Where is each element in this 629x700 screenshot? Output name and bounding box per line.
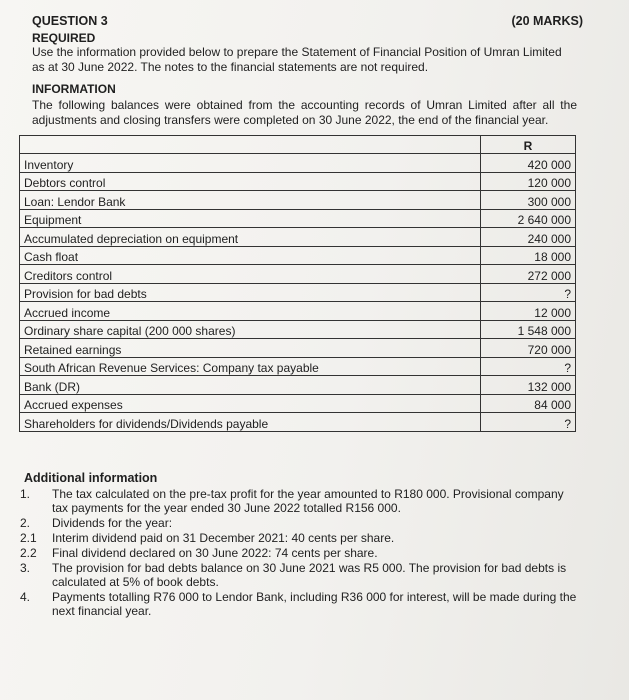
required-heading: REQUIRED bbox=[32, 31, 96, 45]
list-item bbox=[20, 531, 580, 545]
note-text: The provision for bad debts balance on 30 June 2021 was R5 000. The provision for bad debts is calculated at 5% of book debts. bbox=[52, 561, 567, 589]
account-label: Creditors control bbox=[20, 265, 481, 284]
account-label: Retained earnings bbox=[20, 339, 481, 358]
header-label-cell bbox=[20, 136, 481, 154]
list-item bbox=[20, 561, 580, 589]
list-item bbox=[20, 546, 580, 560]
note-text: Interim dividend paid on 31 December 2021: 40 cents per share. bbox=[52, 531, 395, 545]
account-amount: 272 000 bbox=[481, 265, 576, 284]
account-label: Cash float bbox=[20, 246, 481, 265]
table-row bbox=[20, 376, 576, 395]
note-number: 3. bbox=[20, 561, 31, 575]
account-amount: 2 640 000 bbox=[481, 209, 576, 228]
table-row bbox=[20, 228, 576, 247]
note-text: Final dividend declared on 30 June 2022: 74 cents per share. bbox=[52, 546, 378, 560]
account-label: Inventory bbox=[20, 154, 481, 173]
list-item bbox=[20, 487, 580, 515]
note-number: 4. bbox=[20, 590, 31, 604]
account-amount: 1 548 000 bbox=[481, 320, 576, 339]
account-amount: ? bbox=[481, 413, 576, 432]
account-amount: 420 000 bbox=[481, 154, 576, 173]
account-amount: 84 000 bbox=[481, 394, 576, 413]
balances-header-row bbox=[20, 136, 576, 154]
information-heading: INFORMATION bbox=[32, 82, 116, 96]
account-label: Accrued income bbox=[20, 302, 481, 321]
required-text: Use the information provided below to prepare the Statement of Financial Position of Umran Limited as at 30 June 2022. The notes to the financial statements are not required. bbox=[32, 45, 562, 74]
table-row bbox=[20, 191, 576, 210]
account-label: Bank (DR) bbox=[20, 376, 481, 395]
table-row bbox=[20, 172, 576, 191]
account-label: South African Revenue Services: Company tax payable bbox=[20, 357, 481, 376]
table-row bbox=[20, 283, 576, 302]
account-label: Accrued expenses bbox=[20, 394, 481, 413]
account-label: Loan: Lendor Bank bbox=[20, 191, 481, 210]
table-row bbox=[20, 394, 576, 413]
account-amount: 720 000 bbox=[481, 339, 576, 358]
list-item bbox=[20, 516, 580, 530]
account-amount: 300 000 bbox=[481, 191, 576, 210]
account-amount: 120 000 bbox=[481, 172, 576, 191]
note-number: 2.2 bbox=[20, 546, 37, 560]
information-text: The following balances were obtained from the accounting records of Umran Limited after all the adjustments and closing transfers were completed on 30 June 2022, the end of the financial year. bbox=[32, 98, 577, 127]
account-amount: ? bbox=[481, 357, 576, 376]
table-row bbox=[20, 209, 576, 228]
note-number: 2.1 bbox=[20, 531, 37, 545]
account-label: Debtors control bbox=[20, 172, 481, 191]
account-label: Accumulated depreciation on equipment bbox=[20, 228, 481, 247]
note-number: 2. bbox=[20, 516, 31, 530]
account-amount: 132 000 bbox=[481, 376, 576, 395]
note-number: 1. bbox=[20, 487, 31, 501]
table-row bbox=[20, 154, 576, 173]
note-text: Payments totalling R76 000 to Lendor Bank, including R36 000 for interest, will be made during the next financial year. bbox=[52, 590, 577, 618]
table-row bbox=[20, 246, 576, 265]
table-row bbox=[20, 413, 576, 432]
balances-table bbox=[19, 135, 576, 432]
account-amount: 240 000 bbox=[481, 228, 576, 247]
table-row bbox=[20, 339, 576, 358]
table-row bbox=[20, 320, 576, 339]
account-label: Shareholders for dividends/Dividends payable bbox=[20, 413, 481, 432]
additional-info-heading: Additional information bbox=[24, 471, 158, 485]
account-amount: 18 000 bbox=[481, 246, 576, 265]
question-marks: (20 MARKS) bbox=[511, 14, 583, 28]
account-label: Equipment bbox=[20, 209, 481, 228]
account-amount: ? bbox=[481, 283, 576, 302]
account-amount: 12 000 bbox=[481, 302, 576, 321]
question-title: QUESTION 3 bbox=[32, 14, 108, 28]
note-text: Dividends for the year: bbox=[52, 516, 173, 530]
table-row bbox=[20, 265, 576, 284]
account-label: Ordinary share capital (200 000 shares) bbox=[20, 320, 481, 339]
table-row bbox=[20, 302, 576, 321]
table-row bbox=[20, 357, 576, 376]
list-item bbox=[20, 590, 580, 618]
note-text: The tax calculated on the pre-tax profit for the year amounted to R180 000. Provisional company tax payments for the year ended 30 June 2022 totalled R156 000. bbox=[52, 487, 564, 515]
currency-header: R bbox=[481, 136, 576, 154]
account-label: Provision for bad debts bbox=[20, 283, 481, 302]
additional-notes-list bbox=[20, 487, 580, 619]
